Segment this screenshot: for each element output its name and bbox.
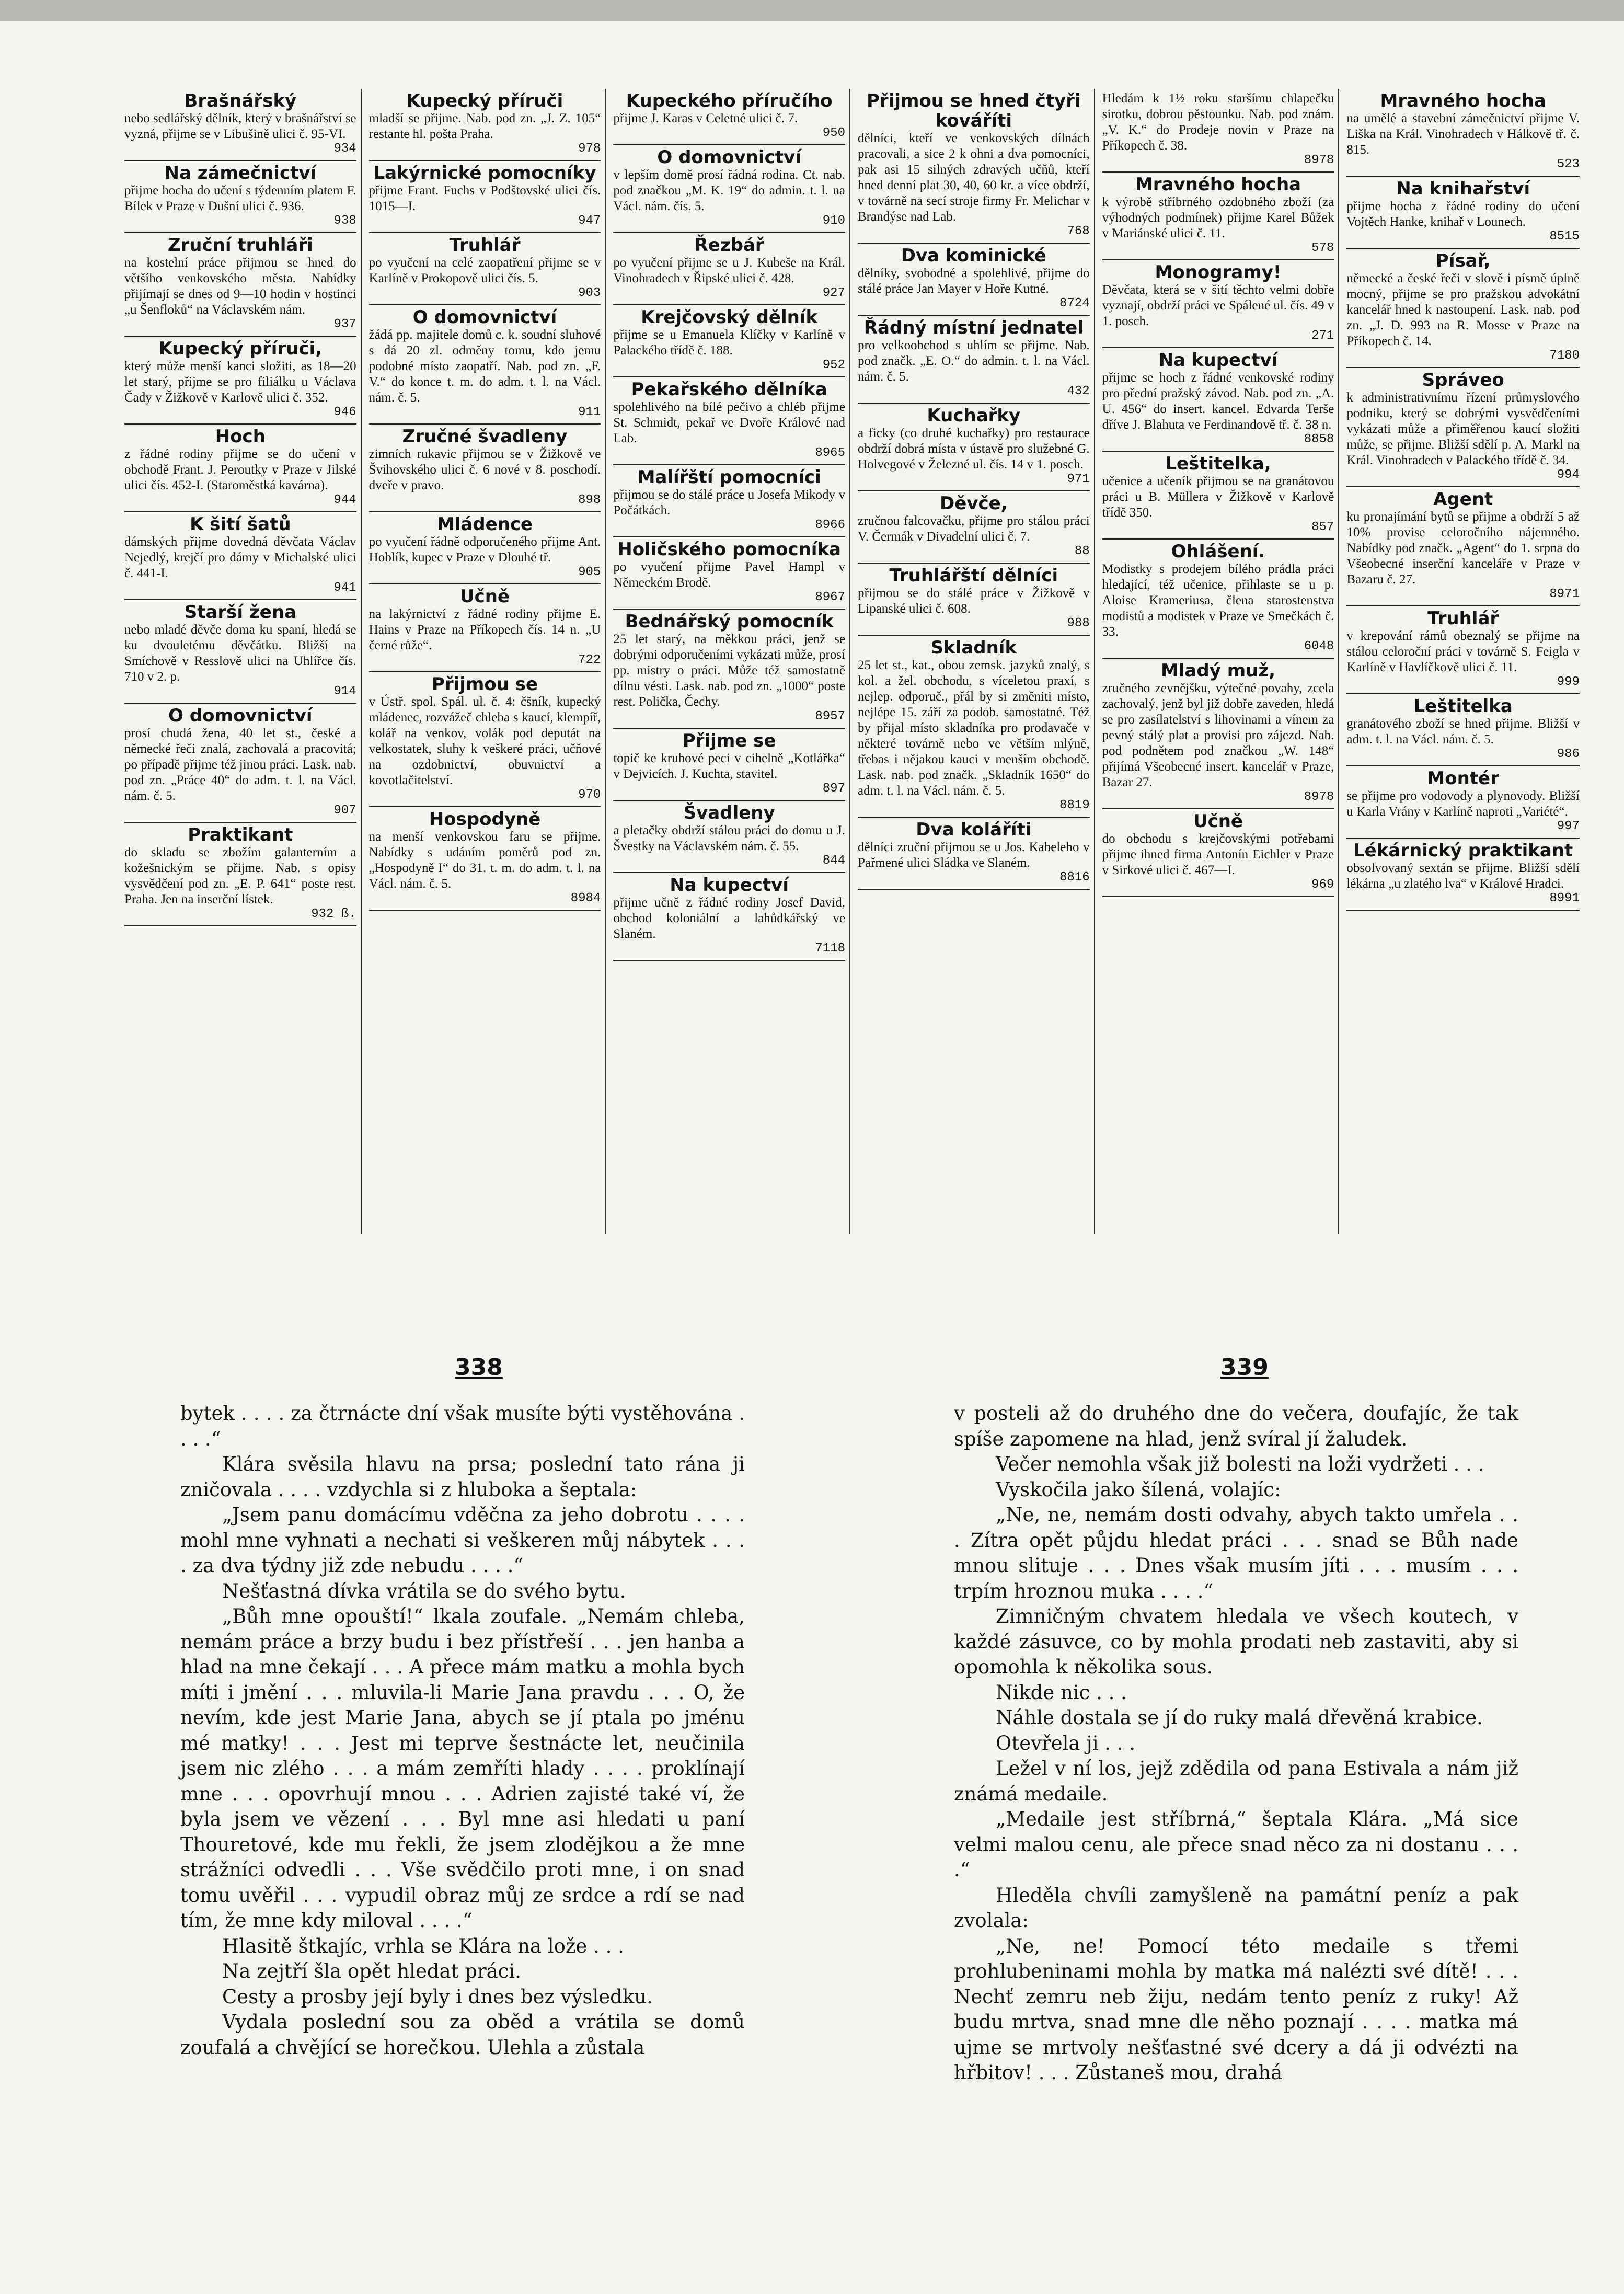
ad-heading: Řádný místní jednatel bbox=[863, 317, 1084, 338]
classified-ad bbox=[124, 600, 356, 704]
classified-ad bbox=[369, 305, 601, 425]
story-paragraph: Otevřela ji . . . bbox=[996, 1731, 1136, 1754]
story-paragraph: Náhle dostala se jí do ruky malá dřevěná krabice. bbox=[996, 1706, 1483, 1729]
ad-heading: Dva koláříti bbox=[916, 819, 1032, 840]
ad-heading: Ohlášení. bbox=[1171, 541, 1265, 562]
ad-heading: Na knihařství bbox=[1396, 178, 1530, 199]
ad-heading: Písař, bbox=[1435, 250, 1491, 271]
ad-heading: Správeo bbox=[1422, 370, 1504, 391]
ad-code: 8984 bbox=[570, 891, 601, 905]
classified-ad bbox=[858, 316, 1090, 404]
ad-code: 994 bbox=[1557, 468, 1580, 482]
ad-text: a ficky (co druhé kuchařky) pro restaurace obdrží dobrá místa v ústavě pro služebné G. Holvegové v Železné ul. čís. 14 v 1. posch. bbox=[857, 426, 1090, 472]
ad-heading: Mravného hocha bbox=[1380, 90, 1546, 111]
ad-text: dělníci zruční přijmou se u Jos. Kabeleho v Pařmené ulici Sládka ve Slaném. bbox=[857, 840, 1090, 870]
classified-ad bbox=[369, 425, 601, 512]
classified-ad bbox=[1102, 809, 1334, 897]
classified-ad bbox=[1346, 694, 1580, 766]
classified-ad bbox=[858, 491, 1090, 564]
ad-code: 271 bbox=[1311, 329, 1334, 343]
story-paragraph: Hleděla chvíli zamyšleně na památní peníz a pak zvolala: bbox=[954, 1884, 1518, 1932]
ad-code: 8724 bbox=[1059, 296, 1090, 311]
classified-ad bbox=[369, 161, 601, 233]
story-paragraph: Ležel v ní los, jejž zdědila od pana Estivala a nám již známá medaile. bbox=[954, 1757, 1518, 1805]
ad-heading: Děvče, bbox=[940, 493, 1008, 514]
classified-ad bbox=[1346, 89, 1580, 177]
ad-text: přijme J. Karas v Celetné ulici č. 7. bbox=[613, 111, 798, 125]
ad-text: z řádné rodiny přijme se do učení v obchodě Frant. J. Peroutky v Praze v Jilské ulici čís. 452-I. (Staroměstká kavárna). bbox=[124, 447, 356, 492]
ad-heading: Montér bbox=[1427, 768, 1499, 789]
ad-text: topič ke kruhové peci v cihelně „Kotlářka“ v Dejvicích. J. Kuchta, stavitel. bbox=[613, 751, 845, 781]
classified-ad bbox=[613, 873, 845, 961]
ad-heading: Truhlář bbox=[449, 235, 521, 256]
ad-heading: Mravného hocha bbox=[1135, 174, 1301, 195]
ad-code: 844 bbox=[822, 854, 845, 868]
classified-ad bbox=[858, 636, 1090, 818]
ad-text: přijme hocha do učení s týdenním platem F. Bílek v Praze v Dušní ulici č. 936. bbox=[124, 183, 356, 213]
ad-code: 969 bbox=[1311, 878, 1334, 892]
ad-heading: Mladý muž, bbox=[1160, 660, 1276, 681]
ad-text: v krepování rámů obeznalý se přijme na stálou celoroční práci v továrně S. Feigla v Karlíně v Havlíčkově ulici č. 11. bbox=[1346, 629, 1580, 674]
ad-text: a pletačky obdrží stálou práci do domu u J. Švestky na Václavském nám. č. 55. bbox=[613, 823, 845, 853]
ad-code: 8978 bbox=[1304, 790, 1334, 804]
ad-text: dámských přijme dovedná děvčata Václav Nejedlý, krejčí pro dámy v Michalské ulici č. 441-I. bbox=[124, 535, 356, 580]
story-paragraph: Hlasitě štkajíc, vrhla se Klára na lože . . . bbox=[222, 1934, 624, 1957]
ads-column-4 bbox=[854, 89, 1095, 1234]
ad-code: 8966 bbox=[815, 518, 845, 532]
ad-text: 25 let st., kat., obou zemsk. jazyků znalý, s kol. a žel. obchodu, s víceletou praxí, s nejlep. odporuč., přál by si změniti místo, nejlépe 15. září za podob. samostatné. Též by přijal místo skladníka pro prodavače v některé továrně nebo ve větším mlýně, třebas i nějakou kauci v menším obchodě. Lask. nab. pod značk. „Skladník 1650“ do adm. t. l. na Václ. nám. č. 5. bbox=[857, 658, 1090, 798]
ad-heading: Leštitelka, bbox=[1165, 453, 1271, 474]
ad-heading: Na kupectví bbox=[1158, 350, 1278, 371]
ad-text: prosí chudá žena, 40 let st., české a německé řeči znalá, zachovalá a pracovitá; po případě přijme též jinou práci. Lask. nab. pod zn. „Práce 40“ do adm. t. l. na Václ. nám. č. 5. bbox=[124, 726, 356, 803]
classified-ad bbox=[1346, 839, 1580, 911]
ads-column-5 bbox=[1098, 89, 1340, 1234]
ad-code: 8858 bbox=[1304, 432, 1334, 446]
classified-ad bbox=[369, 584, 601, 672]
ad-code: 907 bbox=[333, 804, 356, 818]
ad-code: 903 bbox=[578, 286, 601, 300]
ad-text: dělníky, svobodné a spolehlivé, přijme do stálé práce Jan Mayer v Hoře Kutné. bbox=[857, 266, 1090, 296]
ad-text: k administrativnímu řízení průmyslového podniku, který se dobrými vysvědčeními vykázati může a přiměřenou kaucí složiti může, se přijme. Bližší sdělí p. A. Markl na Král. Vinohradech v Palackého třídě č. 34. bbox=[1346, 391, 1580, 467]
ad-code: 8816 bbox=[1059, 870, 1090, 885]
ad-text: zimních rukavic přijmou se v Žižkově ve Švihovského ulici č. 6 nové v 8. poschodí. dveře v pravo. bbox=[368, 447, 601, 492]
story-paragraph: Vyskočila jako šílená, volajíc: bbox=[996, 1478, 1281, 1501]
classified-ad bbox=[1346, 249, 1580, 368]
story-paragraph: „Ne, ne, nemám dosti odvahy, abych takto umřela . . . Zítra opět půjdu hledat práci . . . snad se Bůh nade mnou slituje . . . Dnes však musím jíti . . . musím . . . trpím hroznou muka . . . .“ bbox=[954, 1504, 1518, 1602]
ad-code: 952 bbox=[822, 358, 845, 372]
classified-ad bbox=[858, 564, 1090, 636]
ad-code: 7180 bbox=[1549, 349, 1580, 363]
ad-code: 88 bbox=[1074, 544, 1090, 558]
story-paragraph: Zimničným chvatem hledala ve všech koutech, v každé zásuvce, co by mohla prodati neb zastaviti, aby si opomohla k několika sous. bbox=[954, 1605, 1518, 1678]
ad-heading: Krejčovský dělník bbox=[641, 307, 818, 328]
ad-text: nebo mladé děvče doma ku spaní, hledá se ku dvouletému děvčátku. Bližší na Smíchově v Resslově ulici na Uhlířce čís. 710 v 2. p. bbox=[124, 623, 356, 684]
story-paragraph: Nikde nic . . . bbox=[996, 1681, 1127, 1704]
ad-heading: Malířští pomocníci bbox=[637, 467, 821, 488]
ad-heading: Učně bbox=[459, 586, 510, 607]
ad-code: 914 bbox=[333, 684, 356, 698]
ad-code: 6048 bbox=[1304, 639, 1334, 653]
ad-heading: Mládence bbox=[436, 514, 533, 535]
ad-code: 947 bbox=[578, 214, 601, 228]
ad-heading: Zručné švadleny bbox=[402, 426, 568, 447]
classified-ad bbox=[369, 89, 601, 161]
ad-heading: Zruční truhláři bbox=[167, 235, 313, 256]
story-paragraph: v posteli až do druhého dne do večera, doufajíc, že tak spíše zapomene na hlad, jenž svíral jí žaludek. bbox=[954, 1402, 1518, 1450]
ad-heading: Hoch bbox=[215, 426, 266, 447]
ad-text: přijme se hoch z řádné venkovské rodiny pro přední pražský závod. Nab. pod zn. „A. U. 456“ do insert. kancel. Edvarda Terše dříve J. Blahuta ve Ferdinandově tř. č. 38 n. bbox=[1102, 371, 1334, 432]
ad-code: 970 bbox=[578, 788, 601, 802]
ad-heading: O domovnictví bbox=[657, 147, 801, 168]
story-paragraph: Na zejtří šla opět hledat práci. bbox=[222, 1960, 522, 1982]
classified-ad bbox=[1102, 173, 1334, 260]
ad-code: 986 bbox=[1557, 747, 1580, 761]
story-paragraph: Klára svěsila hlavu na prsa; poslední tato rána ji zničovala . . . . vzdychla si z hluboka a šeptala: bbox=[180, 1453, 745, 1501]
ad-text: obsolvovaný sextán se přijme. Bližší sdělí lékárna „u zlatého lva“ v Králové Hradci. bbox=[1346, 861, 1580, 891]
ad-text: po vyučení přijme Pavel Hampl v Německém Brodě. bbox=[613, 560, 845, 590]
ad-text: zručnou falcovačku, přijme pro stálou práci V. Čermák v Divadelní ulici č. 7. bbox=[857, 514, 1090, 544]
classified-ad bbox=[1102, 540, 1334, 659]
ad-heading: Na zámečnictví bbox=[164, 163, 317, 183]
ad-text: do skladu se zbožím galanterním a kožešnickým se přijme. Nab. s opisy vysvědčení pod zn. „E. P. 641“ poste rest. Praha. Jen na inserční lístek. bbox=[124, 845, 356, 907]
ad-code: 938 bbox=[333, 214, 356, 228]
classified-ad bbox=[124, 823, 356, 926]
classified-ads-section bbox=[120, 89, 1584, 1234]
story-column-left bbox=[180, 1401, 745, 2060]
classified-ad bbox=[1346, 487, 1580, 606]
ad-text: granátového zboží se hned přijme. Bližší v adm. t. l. na Václ. nám. č. 5. bbox=[1346, 717, 1580, 747]
ad-text: po vyučení řádně odporučeného přijme Ant. Hoblík, kupec v Praze v Dlouhé tř. bbox=[368, 535, 601, 565]
story-paragraph: „Medaile jest stříbrná,“ šeptala Klára. „Má sice velmi malou cenu, ale přece snad něco za ni dostanu . . . .“ bbox=[954, 1808, 1518, 1881]
classified-ad bbox=[124, 161, 356, 233]
page-number-row bbox=[0, 1354, 1624, 1385]
ad-code: 722 bbox=[578, 653, 601, 667]
ad-text: pro velkoobchod s uhlím se přijme. Nab. pod značk. „E. O.“ do admin. t. l. na Václ. nám. č. 5. bbox=[857, 338, 1090, 384]
ad-code: 997 bbox=[1557, 819, 1580, 833]
ad-heading: Přijme se bbox=[682, 730, 776, 751]
ad-heading: Holičského pomocníka bbox=[617, 539, 842, 560]
ad-heading: Přijmou se hned čtyři kováříti bbox=[867, 90, 1081, 131]
ad-heading: Řezbář bbox=[694, 235, 764, 256]
classified-ad bbox=[369, 807, 601, 911]
ad-code: 578 bbox=[1311, 241, 1334, 255]
ad-heading: Truhlářští dělníci bbox=[889, 565, 1058, 586]
ad-code: 7118 bbox=[815, 942, 845, 956]
ad-code: 978 bbox=[578, 142, 601, 156]
ad-heading: O domovnictví bbox=[168, 705, 313, 726]
ad-heading: Monogramy! bbox=[1155, 262, 1282, 283]
ad-text: do obchodu s krejčovskými potřebami přijme ihned firma Antonín Eichler v Praze v Sirkové ulici č. 467—I. bbox=[1102, 832, 1334, 877]
ad-heading: Přijmou se bbox=[431, 674, 538, 695]
ad-text: dělníci, kteří ve venkovských dílnách pracovali, a sice 2 k ohni a dva pomocníci, pak asi 15 silných zdravých učňů, kteří hned denní plat 30, 40, 60 kr. a více obdrží, v továrně na secí stroje firmy Fr. Melichar v Brandýse nad Lab. bbox=[857, 131, 1090, 224]
ad-text: mladší se přijme. Nab. pod zn. „J. Z. 105“ restante hl. pošta Praha. bbox=[368, 111, 601, 141]
ad-code: 934 bbox=[333, 142, 356, 156]
classified-ad bbox=[1102, 89, 1334, 173]
ad-text: po vyučení přijme se u J. Kubeše na Král. Vinohradech v Řipské ulici č. 428. bbox=[613, 256, 845, 285]
page-number-left: 338 bbox=[455, 1354, 503, 1381]
ad-text: učenice a učeník přijmou se na granátovou práci u B. Müllera v Žižkově v Karlově třídě 350. bbox=[1102, 474, 1334, 520]
scan-top-edge bbox=[0, 0, 1624, 21]
ad-heading: Pekařského dělníka bbox=[631, 379, 827, 400]
ad-heading: Kupecký příruči bbox=[406, 90, 563, 111]
ad-text: přijme se u Emanuela Klíčky v Karlíně v Palackého třídě č. 188. bbox=[613, 328, 845, 358]
ad-text: žádá pp. majitele domů c. k. soudní sluhové s dá 20 zl. odměny tomu, kdo jemu podobné místo zaopatří. Nab. pod zn. „F. V.“ do konce t. m. do adm. t. l. na Václ. nám. č. 5. bbox=[368, 328, 601, 405]
ads-column-6 bbox=[1342, 89, 1584, 1234]
ad-text: na menší venkovskou faru se přijme. Nabídky s udáním poměrů pod zn. „Hospodyně I“ do 31. t. m. do adm. t. l. na Václ. nám. č. 5. bbox=[368, 830, 601, 891]
classified-ad bbox=[613, 305, 845, 377]
classified-ad bbox=[369, 672, 601, 807]
story-paragraph: Cesty a prosby její byly i dnes bez výsledku. bbox=[222, 1985, 653, 2008]
ad-heading: Agent bbox=[1433, 489, 1493, 510]
classified-ad bbox=[124, 512, 356, 600]
classified-ad bbox=[613, 729, 845, 801]
classified-ad bbox=[613, 537, 845, 610]
ad-text: v Ústř. spol. Spál. ul. č. 4: čšník, kupecký mládenec, rozvážeč chleba s kaucí, klempíř, kolář na venkov, volák pod deputát na velkostatek, sluhy k veškeré práci, učňové na ozdobnictví, obuvnictví a kovotlačitelství. bbox=[368, 695, 601, 787]
classified-ad bbox=[858, 89, 1090, 244]
story-paragraph: Vydala poslední sou za oběd a vrátila se domů zoufalá a chvějící se horečkou. Ulehla a zůstala bbox=[180, 2011, 745, 2059]
classified-ad bbox=[1346, 368, 1580, 487]
ad-heading: Lékárnický praktikant bbox=[1353, 840, 1573, 861]
ad-code: 946 bbox=[333, 405, 356, 419]
ad-text: který může menší kanci složiti, as 18—20 let starý, přijme se pro filiálku u Václava Čady v Žižkově v Karlově ulici č. 352. bbox=[124, 359, 356, 405]
ad-text: Děvčata, která se v šití těchto velmi dobře vyznají, obdrží práci ve Spálené ul. čís. 49 v 1. posch. bbox=[1102, 283, 1334, 328]
ad-code: 857 bbox=[1311, 520, 1334, 534]
ad-heading: O domovnictví bbox=[412, 307, 557, 328]
ad-text: přijmou se do stálé práce v Žižkově v Lipanské ulici č. 608. bbox=[857, 586, 1090, 616]
ad-code: 999 bbox=[1557, 675, 1580, 689]
story-paragraph: „Bůh mne opouští!“ lkala zoufale. „Nemám chleba, nemám práce a brzy budu i bez přístřeší . . . jen hanba a hlad na mne čekají . . . A přece mám matku a mohla bych míti i jmění . . . mluvila-li Marie Jana pravdu . . . O, že nevím, kde jest Marie Jana, abych se jí ptala po jménu mé matky! . . . Jest mi teprve šestnácte let, neučinila jsem nic zlého . . . a mám zemříti hlady . . . . proklínají mne . . . opovrhují mnou . . . Adrien zajisté také ví, že byla jsem ve vězení . . . Byl mne asi hledati u paní Thouretové, kde mu řekli, že jsem zlodějkou a že mne strážníci odvedli . . . Vše svědčilo proti mne, i on snad tomu uvěřil . . . vypudil obraz můj ze srdce a rdí se nad tím, že mne kdy miloval . . . .“ bbox=[180, 1605, 745, 1932]
ad-text: Modistky s prodejem bílého prádla práci hledající, též učenice, přihlaste se u p. Aloise Krameriusa, člena starostenstva modistů a modistek v Praze ve Smečkách č. 33. bbox=[1102, 562, 1334, 639]
ad-heading: Starší žena bbox=[184, 602, 296, 623]
ad-text: přijmou se do stálé práce u Josefa Mikody v Počátkách. bbox=[613, 488, 845, 518]
ads-column-3 bbox=[609, 89, 850, 1234]
ad-code: 950 bbox=[822, 126, 845, 140]
ad-code: 910 bbox=[822, 214, 845, 228]
story-paragraph: „Jsem panu domácímu vděčna za jeho dobrotu . . . . mohl mne vyhnati a nechati si veškeren můj nábytek . . . . za dva týdny již zde nebudu . . . .“ bbox=[180, 1504, 745, 1577]
ad-heading: Skladník bbox=[930, 637, 1017, 658]
story-paragraph: bytek . . . . za čtrnácte dní však musíte býti vystěhována . . . .“ bbox=[180, 1402, 745, 1450]
ad-heading: Kupecký příruči, bbox=[158, 338, 323, 359]
ads-column-1 bbox=[120, 89, 362, 1234]
classified-ad bbox=[613, 89, 845, 145]
ad-text: přijme hocha z řádné rodiny do učení Vojtěch Hanke, knihař v Lounech. bbox=[1346, 199, 1580, 229]
ad-code: 8978 bbox=[1304, 153, 1334, 167]
ad-text: na umělé a stavební zámečnictví přijme V. Liška na Král. Vinohradech v Hálkově tř. č. 815. bbox=[1346, 111, 1580, 157]
classified-ad bbox=[124, 233, 356, 337]
ad-text: na kostelní práce přijmou se hned do většího venkovského města. Nabídky přijímají se dnes od 9—10 hodin v hostinci „u Šenfloků“ na Václavském nám. bbox=[124, 256, 356, 317]
ad-text: na lakýrnictví z řádné rodiny přijme E. Hains v Praze na Příkopech čís. 14 n. „U černé růže“. bbox=[368, 607, 601, 652]
classified-ad bbox=[858, 244, 1090, 316]
ad-code: 432 bbox=[1067, 384, 1090, 398]
classified-ad bbox=[1346, 766, 1580, 839]
ad-code: 8957 bbox=[815, 709, 845, 724]
classified-ad bbox=[858, 404, 1090, 491]
story-paragraph: „Ne, ne! Pomocí této medaile s třemi prohlubeninami mohla by matka má nalézti své dítě! . . . Nechť zemru neb žiju, nedám tento peníz z ruky! Až budu mrtva, snad mne dle něho poznají . . . . matka má ujme se mrtvoly nešťastné své dcery a dá ji odvézti na hřbitov! . . . Zůstaneš mou, drahá bbox=[954, 1934, 1518, 2084]
classified-ad bbox=[1102, 452, 1334, 540]
ad-code: 927 bbox=[822, 286, 845, 300]
ad-heading: Hospodyně bbox=[429, 809, 541, 830]
ad-heading: Praktikant bbox=[188, 824, 293, 845]
ad-heading: Na kupectví bbox=[670, 875, 789, 896]
ad-text: nebo sedlářský dělník, který v brašnářství se vyzná, přijme se v Libušině ulici č. 95-VI. bbox=[124, 111, 356, 141]
classified-ad bbox=[613, 610, 845, 729]
classified-ad bbox=[613, 145, 845, 233]
ad-code: 937 bbox=[333, 317, 356, 331]
ad-code: 905 bbox=[578, 565, 601, 579]
ad-text: německé a české řeči v slově i písmě úplně mocný, přijme se pro pražskou advokátní kancelář hned k nastoupení. Lask. nab. pod zn. „J. D. 993 na R. Mosse v Praze na Příkopech č. 14. bbox=[1346, 271, 1580, 348]
classified-ad bbox=[124, 425, 356, 512]
classified-ad bbox=[613, 377, 845, 465]
classified-ad bbox=[613, 465, 845, 537]
ad-text: se přijme pro vodovody a plynovody. Bližší u Karla Vrány v Karlíně naproti „Variété“. bbox=[1346, 789, 1580, 819]
classified-ad bbox=[1346, 606, 1580, 694]
ad-heading: Učně bbox=[1193, 811, 1243, 832]
ad-text: po vyučení na celé zaopatření přijme se v Karlíně v Prokopově ulici čís. 5. bbox=[368, 256, 601, 285]
ad-code: 8991 bbox=[1549, 891, 1580, 905]
classified-ad bbox=[613, 233, 845, 305]
ad-code: 897 bbox=[822, 782, 845, 796]
ad-heading: Bednářský pomocník bbox=[625, 611, 834, 632]
classified-ad bbox=[369, 512, 601, 584]
ad-code: 932 ß. bbox=[311, 907, 356, 921]
ad-text: přijme učně z řádné rodiny Josef David, obchod koloniální a lahůdkářský ve Slaném. bbox=[613, 896, 845, 941]
ad-heading: K šití šatů bbox=[190, 514, 291, 535]
story-column-right bbox=[954, 1401, 1518, 2086]
ad-heading: Dva kominické bbox=[901, 245, 1046, 266]
ad-code: 988 bbox=[1067, 616, 1090, 630]
story-paragraph: Večer nemohla však již bolesti na loži vydržeti . . . bbox=[996, 1453, 1484, 1475]
story-paragraph: Nešťastná dívka vrátila se do svého bytu. bbox=[222, 1579, 626, 1602]
ad-heading: Kuchařky bbox=[927, 405, 1021, 426]
ad-code: 8967 bbox=[815, 590, 845, 604]
ad-code: 523 bbox=[1557, 157, 1580, 171]
ad-text: k výrobě stříbrného ozdobného zboží (za výhodných podmínek) přijme Karel Bůžek v Mariánské ulici č. 11. bbox=[1102, 195, 1334, 240]
ad-text: přijme Frant. Fuchs v Podštovské ulici čís. 1015—I. bbox=[368, 183, 601, 213]
classified-ad bbox=[1102, 260, 1334, 348]
classified-ad bbox=[124, 704, 356, 823]
ad-code: 911 bbox=[578, 405, 601, 419]
ad-text: spolehlivého na bílé pečivo a chléb přijme St. Schmidt, pekař ve Dvoře Králové nad Lab. bbox=[613, 400, 845, 445]
page-number-right: 339 bbox=[1220, 1354, 1269, 1381]
ads-column-2 bbox=[365, 89, 606, 1234]
ad-code: 944 bbox=[333, 493, 356, 507]
ad-heading: Kupeckého příručího bbox=[626, 90, 833, 111]
ad-code: 8819 bbox=[1059, 798, 1090, 812]
ad-text: ku pronajímání bytů se přijme a obdrží 5 až 10% provise celoročního nájemného. Nabídky pod značk. „Agent“ do 1. srpna do Všeobecné inserční kanceláře v Praze v Bazaru č. 27. bbox=[1346, 510, 1580, 587]
classified-ad bbox=[1102, 348, 1334, 452]
classified-ad bbox=[858, 818, 1090, 890]
ad-code: 898 bbox=[578, 493, 601, 507]
ad-code: 8971 bbox=[1549, 587, 1580, 601]
ad-code: 971 bbox=[1067, 472, 1090, 486]
ad-heading: Brašnářský bbox=[184, 90, 297, 111]
ad-code: 941 bbox=[333, 581, 356, 595]
classified-ad bbox=[1102, 659, 1334, 809]
ad-heading: Leštitelka bbox=[1413, 696, 1513, 717]
ad-text: zručného zevnějšku, výtečné povahy, zcela zachovalý, jenž byl již dobře zaveden, hledá se pro zasílatelství s lihovinami a vínem za pevný stálý plat a provisi pro zájezd. Nab. pod podnětem pod značkou „W. 148“ přijímá Všeobecné insert. kancelář v Praze, Bazar 27. bbox=[1102, 681, 1334, 789]
classified-ad bbox=[1346, 177, 1580, 249]
ad-text: Hledám k 1½ roku staršímu chlapečku sirotku, dobrou pěstounku. Nab. pod znám. „V. K.“ do Prodeje novin v Praze na Příkopech č. 38. bbox=[1102, 91, 1334, 153]
classified-ad bbox=[124, 89, 356, 161]
ad-code: 768 bbox=[1067, 224, 1090, 238]
ad-heading: Truhlář bbox=[1427, 608, 1499, 629]
ad-heading: Švadleny bbox=[683, 802, 775, 823]
classified-ad bbox=[613, 801, 845, 873]
ad-heading: Lakýrnické pomocníky bbox=[373, 163, 596, 183]
ad-code: 8965 bbox=[815, 446, 845, 460]
classified-ad bbox=[124, 337, 356, 425]
ad-code: 8515 bbox=[1549, 230, 1580, 244]
ad-text: v lepším domě prosí řádná rodina. Ct. nab. pod značkou „M. K. 19“ do admin. t. l. na Václ. nám. čís. 5. bbox=[613, 168, 845, 213]
ad-text: 25 let starý, na měkkou práci, jenž se dobrými odporučeními vykázati může, prosí pp. mistry o práci. Může též samostatně dílnu vésti. Lask. nab. pod zn. „1000“ poste rest. Polička, Čechy. bbox=[613, 632, 845, 709]
classified-ad bbox=[369, 233, 601, 305]
